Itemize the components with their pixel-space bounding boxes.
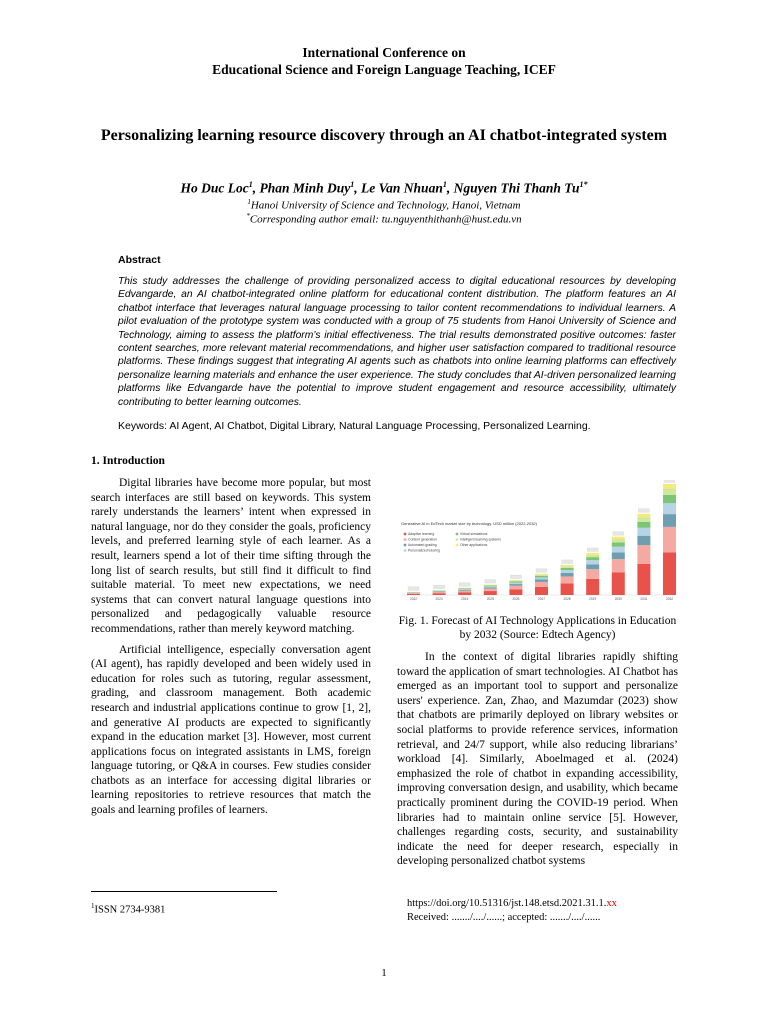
bar-segment — [484, 591, 497, 595]
bar-segment — [612, 537, 625, 539]
author-mark: 1* — [579, 180, 588, 189]
author-name: Nguyen Thi Thanh Tu — [453, 180, 580, 196]
bar-segment — [484, 586, 497, 587]
x-tick-label: 2029 — [589, 597, 597, 601]
total-data-label — [408, 587, 419, 591]
author-mark: 1 — [350, 180, 355, 189]
bar-segment — [509, 583, 522, 584]
x-tick-label: 2030 — [614, 597, 622, 601]
bar-segment — [637, 536, 650, 545]
bar-segment — [663, 495, 676, 503]
x-tick-label: 2025 — [486, 597, 494, 601]
x-tick-label: 2024 — [461, 597, 469, 601]
bar-segment — [663, 514, 676, 527]
paper-title: Personalizing learning resource discovery through an AI chatbot-integrated system — [100, 127, 668, 144]
bar-segment — [561, 573, 574, 576]
bar-segment — [586, 569, 599, 579]
x-tick-label: 2032 — [665, 597, 674, 601]
x-tick-label: 2031 — [640, 597, 648, 601]
x-tick-label: 2026 — [512, 597, 520, 601]
bar-segment — [535, 577, 548, 579]
conference-line-2: Educational Science and Foreign Language Teaching, ICEF — [212, 62, 556, 77]
section-heading: 1. Introduction — [91, 455, 165, 467]
bar-segment — [561, 565, 574, 566]
bar-segment — [535, 582, 548, 587]
abstract-heading: Abstract — [118, 254, 161, 266]
conference-header — [0, 44, 768, 78]
bar-segment — [561, 566, 574, 568]
legend-swatch — [456, 533, 459, 536]
paragraph: Digital libraries have become more popular, but most search interfaces are still based on keywords. This system rarely understands the learners’ intent when expressed in natural language, nor do they consider the goals, proficiency levels, and preferred learning style of each learner. As a result, learners spend a lot of their time sifting through the long list of search results, but still find it difficult to find suitable material. To meet new expectations, we need systems that can convert natural language questions into personalized and pedagogically valuable resource recommendations, rather than merely keyword matching. — [91, 477, 371, 635]
corresponding-author: *Corresponding author email: tu.nguyenthithanh@hust.edu.vn — [246, 212, 522, 226]
bar-segment — [586, 553, 599, 555]
bar-segment — [612, 547, 625, 553]
bar-segment — [509, 580, 522, 581]
legend-label: Other applications — [460, 543, 488, 547]
bar-segment — [561, 568, 574, 570]
bar-segment — [458, 592, 471, 595]
bar-segment — [663, 484, 676, 489]
legend-label: Content generation — [408, 537, 437, 542]
bar-segment — [637, 528, 650, 536]
total-data-label — [434, 585, 445, 589]
bar-segment — [637, 517, 650, 522]
bar-segment — [561, 576, 574, 583]
bar-segment — [535, 579, 548, 581]
bar-segment — [484, 586, 497, 587]
total-data-label — [510, 575, 521, 579]
legend-swatch — [456, 544, 459, 547]
bar-segment — [458, 590, 471, 591]
x-tick-label: 2028 — [563, 597, 571, 601]
legend-swatch — [456, 538, 459, 541]
bar-segment — [535, 576, 548, 578]
x-tick-label: 2023 — [435, 597, 443, 601]
bar-segment — [637, 522, 650, 528]
total-data-label — [485, 580, 496, 584]
bar-segment — [663, 489, 676, 495]
received-line: Received: ......./..../......; accepted: ......./..../...... — [407, 912, 601, 923]
bar-segment — [586, 564, 599, 569]
bar-segment — [612, 552, 625, 559]
legend-swatch — [404, 549, 407, 552]
conference-line-1: International Conference on — [302, 45, 466, 60]
bar-segment — [458, 591, 471, 593]
author-list: Ho Duc Loc$^1$, Phan Minh Duy$^1$, Le Van Nhuan$^1$, Nguyen Thi Thanh $Tu^{1*}$ — [180, 180, 588, 196]
author-name: Ho Duc Loc — [180, 180, 249, 196]
paragraph: In the context of digital libraries rapidly shifting toward the application of smart technologies. AI Chatbot has emerged as an important tool to support and personalize users' experience. Zan, Zhao, and Mazumdar (2023) show that chatbots are primarily deployed on library websites or social platforms to provide reference services, information retrieval, and 24/7 support, while also reducing librarians’ workload [4]. Similarly, Aboelmaged et al. (2024) emphasized the role of chatbot in expanding accessibility, improving conversation design, and usability, which became practically prominent during the COVID-19 period. When libraries had to maintain online service [5]. However, challenges regarding costs, security, and sustainability indicate the need for deeper research, especially in developing personalized chatbot systems — [397, 651, 678, 868]
bar-segment — [433, 592, 446, 593]
bar-segment — [407, 593, 420, 594]
bar-segment — [535, 575, 548, 576]
doi-suffix: xx — [606, 898, 617, 909]
bar-segment — [586, 557, 599, 560]
bar-segment — [484, 587, 497, 588]
bar-segment — [433, 592, 446, 593]
bar-segment — [586, 555, 599, 557]
bar-segment — [509, 584, 522, 586]
right-column — [397, 650, 678, 875]
bar-segment — [586, 560, 599, 564]
doi-link[interactable]: https://doi.org/10.51316/jst.148.etsd.2021.31.1. — [407, 898, 607, 909]
footnote-rule — [91, 891, 277, 892]
page-number: 1 — [381, 967, 387, 979]
legend-label: Virtual simulations — [460, 532, 488, 536]
total-data-label — [562, 560, 573, 564]
bar-segment — [509, 581, 522, 582]
bar-segment — [612, 559, 625, 572]
x-tick-label: 2027 — [537, 597, 546, 601]
doi-block — [407, 897, 617, 925]
x-tick-label: 2022 — [409, 597, 418, 601]
legend-swatch — [404, 544, 407, 547]
bar-segment — [407, 594, 420, 595]
author-mark: 1 — [442, 180, 447, 189]
total-data-label — [613, 532, 624, 536]
bar-segment — [586, 579, 599, 595]
bar-segment — [535, 574, 548, 575]
bar-segment — [433, 593, 446, 595]
total-data-label — [587, 548, 598, 552]
author-mark: 1 — [248, 180, 253, 189]
legend-swatch — [404, 538, 407, 541]
bar-segment — [509, 586, 522, 589]
bar-segment — [663, 503, 676, 514]
legend-label: Automated grading — [408, 543, 437, 547]
bar-segment — [458, 589, 471, 590]
abstract-text: This study addresses the challenge of providing personalized access to digital educational resources by developing Edvangarde, an AI chatbot-integrated online platform for educational content distribution. The platform features an AI chatbot interface that leverages natural language processing to tailor content recommendations to individual learners. A pilot evaluation of the prototype system was conducted with a group of 75 students from Hanoi University of Science and Technology, aiming to assess the platform’s initial effectiveness. The trial results demonstrated positive outcomes: faster content searches, more relevant material recommendations, and higher user satisfaction compared to traditional resource platforms. These findings suggest that integrating AI agents such as chatbots into online learning platforms can effectively personalize learning materials and enhance the user experience. The study concludes that AI-driven personalized learning platforms like Edvangarde have the potential to improve student engagement and resource accessibility, ultimately contributing to better learning outcomes. — [118, 276, 676, 408]
bar-segment — [509, 581, 522, 582]
total-data-label — [664, 480, 675, 483]
bar-segment — [612, 542, 625, 546]
legend-label: Intelligent learning systems — [460, 537, 501, 542]
bar-segment — [484, 589, 497, 591]
chart-title: Generative AI in EdTech market size by technology, USD million (2022-2032) — [401, 521, 537, 526]
affiliation: $^1$Hanoi University of Science and Technology, Hanoi, Vietnam — [247, 198, 521, 212]
bar-segment — [612, 572, 625, 595]
legend-label: Adaptive learning — [408, 532, 435, 536]
paragraph: Artificial intelligence, especially conversation agent (AI agent), has rapidly developed and been widely used in education for roles such as tutoring, regular assessment, grading, and classroom management. Both academic research and industrial applications continue to grow [1, 2], and generative AI products are expected to significantly expand in the education market [3]. However, most current applications focus on integrated assistants in LMS, foreign language tutoring, or Q&A in courses. Few studies consider chatbots as an interface for accessing digital libraries or learning repositories to retrieve resources that match the goals and learning profiles of learners. — [91, 643, 371, 817]
bar-segment — [637, 545, 650, 564]
bar-segment — [612, 539, 625, 542]
bar-chart — [397, 480, 678, 610]
footnote: $^1$ISSN 2734-9381 — [91, 902, 166, 916]
legend-label: Personalized tutoring — [408, 548, 440, 553]
keywords: Keywords: AI Agent, AI Chatbot, Digital Library, Natural Language Processing, Personalized Learning. — [118, 420, 591, 432]
bar-segment — [484, 585, 497, 586]
bar-segment — [535, 587, 548, 595]
bar-segment — [458, 588, 471, 589]
author-name: Le Van Nhuan — [361, 180, 443, 196]
legend-swatch — [404, 533, 407, 536]
total-data-label — [638, 509, 649, 513]
total-data-label — [459, 583, 470, 587]
left-column — [91, 476, 371, 824]
total-data-label — [536, 569, 547, 573]
figure-chart — [397, 480, 678, 610]
bar-segment — [509, 589, 522, 595]
bar-segment — [637, 564, 650, 595]
bar-segment — [663, 527, 676, 553]
bar-segment — [637, 514, 650, 517]
bar-segment — [561, 570, 574, 573]
author-name: Phan Minh Duy — [259, 180, 351, 196]
bar-segment — [561, 583, 574, 595]
bar-segment — [663, 552, 676, 595]
figure-caption: Fig. 1. Forecast of AI Technology Applications in Education by 2032 (Source: Edtech Agency) — [398, 615, 677, 641]
